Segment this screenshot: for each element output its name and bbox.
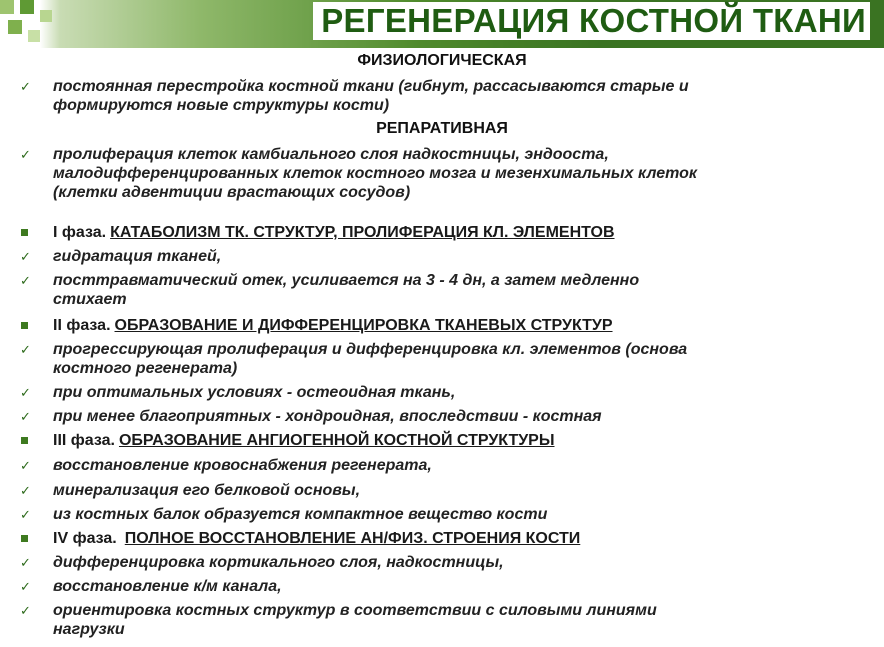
item-text: (клетки адвентиции врастающих сосудов) <box>53 184 411 201</box>
item-text: формируются новые структуры кости) <box>53 97 390 114</box>
list-item <box>20 577 870 597</box>
check-icon: ✓ <box>20 385 31 400</box>
phase-title <box>53 316 873 335</box>
check-icon: ✓ <box>20 249 31 264</box>
check-icon: ✓ <box>20 507 31 522</box>
item-text: малодифференцированных клеток костного мозга и мезенхимальных клеток <box>53 165 697 182</box>
list-item <box>20 505 870 525</box>
phase-label: II фаза. <box>53 317 111 334</box>
item-text: нагрузки <box>53 621 125 638</box>
list-item <box>20 481 870 501</box>
list-item <box>20 456 870 476</box>
decor-square <box>40 10 52 22</box>
item-text: восстановление к/м канала, <box>53 578 282 595</box>
phase-header <box>20 223 870 243</box>
phase-label: I фаза. <box>53 224 107 241</box>
item-text: из костных балок образуется компактное вещество кости <box>53 506 548 523</box>
item-text: при оптимальных условиях - остеоидная ткань, <box>53 384 456 401</box>
check-icon: ✓ <box>20 409 31 424</box>
check-icon: ✓ <box>20 273 31 288</box>
item-text: стихает <box>53 291 127 308</box>
phase-header <box>20 316 870 336</box>
list-item <box>20 77 870 115</box>
phase-heading: ОБРАЗОВАНИЕ И ДИФФЕРЕНЦИРОВКА ТКАНЕВЫХ СТРУКТУР <box>114 317 613 334</box>
phase-header <box>20 529 870 549</box>
decor-square <box>28 30 40 42</box>
item-text: минерализация его белковой основы, <box>53 482 361 499</box>
phase-label: III фаза. <box>53 432 115 449</box>
list-item <box>20 340 870 378</box>
decor-square <box>0 0 14 14</box>
list-item <box>20 145 870 202</box>
list-item <box>20 383 870 403</box>
decor-square <box>8 20 22 34</box>
phase-heading: ПОЛНОЕ ВОССТАНОВЛЕНИЕ АН/ФИЗ. СТРОЕНИЯ КОСТИ <box>124 530 581 547</box>
list-item <box>20 601 870 639</box>
item-text: посттравматический отек, усиливается на 3 - 4 дн, а затем медленно <box>53 272 640 289</box>
item-text: ориентировка костных структур в соответствии с силовыми линиями <box>53 602 657 619</box>
item-text: гидратация тканей, <box>53 248 222 265</box>
check-icon: ✓ <box>20 579 31 594</box>
list-item <box>20 553 870 573</box>
page-title: РЕГЕНЕРАЦИЯ КОСТНОЙ ТКАНИ <box>313 2 870 40</box>
list-item <box>20 407 870 427</box>
check-icon: ✓ <box>20 147 31 162</box>
check-icon: ✓ <box>20 603 31 618</box>
phase-header <box>20 431 870 451</box>
list-item <box>20 247 870 267</box>
check-icon: ✓ <box>20 458 31 473</box>
item-text: костного регенерата) <box>53 360 238 377</box>
phase-heading: ОБРАЗОВАНИЕ АНГИОГЕННОЙ КОСТНОЙ СТРУКТУРЫ <box>118 432 555 449</box>
phase-heading: КАТАБОЛИЗМ ТК. СТРУКТУР, ПРОЛИФЕРАЦИЯ КЛ. ЭЛЕМЕНТОВ <box>110 224 615 241</box>
item-text: восстановление кровоснабжения регенерата, <box>53 457 432 474</box>
phase-title <box>53 223 873 242</box>
list-item <box>20 271 870 309</box>
item-text: прогрессирующая пролиферация и дифференцировка кл. элементов (основа <box>53 341 688 358</box>
item-text: дифференцировка кортикального слоя, надкостницы, <box>53 554 504 571</box>
item-text: пролиферация клеток камбиального слоя надкостницы, эндооста, <box>53 146 609 163</box>
item-text: при менее благоприятных - хондроидная, впоследствии - костная <box>53 408 602 425</box>
check-icon: ✓ <box>20 483 31 498</box>
phase-label: IV фаза. <box>53 530 117 547</box>
check-icon: ✓ <box>20 79 31 94</box>
item-text: постоянная перестройка костной ткани (гибнут, рассасываются старые и <box>53 78 689 95</box>
section-heading-physiological: ФИЗИОЛОГИЧЕСКАЯ <box>357 52 527 69</box>
section-heading-reparative: РЕПАРАТИВНАЯ <box>376 120 508 137</box>
phase-title <box>53 529 873 548</box>
phase-title <box>53 431 873 450</box>
check-icon: ✓ <box>20 555 31 570</box>
decor-square <box>20 0 34 14</box>
check-icon: ✓ <box>20 342 31 357</box>
